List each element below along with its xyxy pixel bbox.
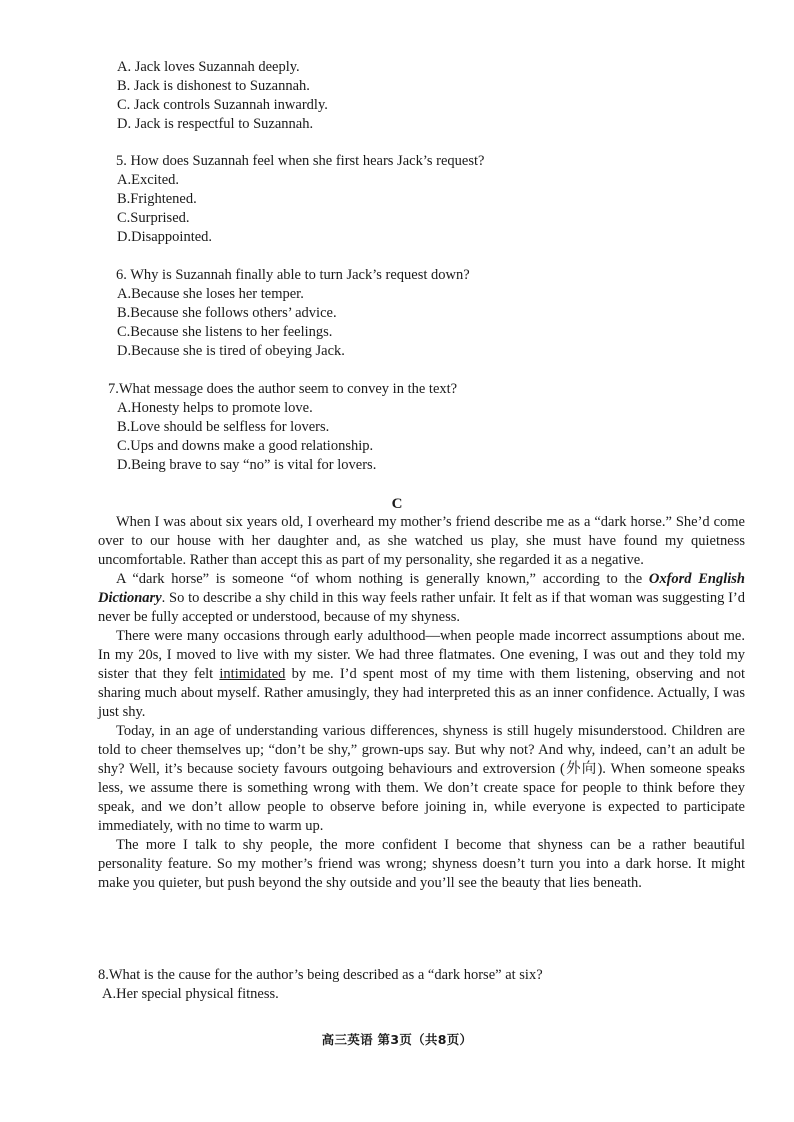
page-footer: 高三英语 第3页（共8页） (321, 1032, 473, 1047)
option-4c: C. Jack controls Suzannah inwardly. (117, 97, 328, 113)
paragraph-3 (98, 627, 745, 722)
option-7b: B.Love should be selfless for lovers. (117, 419, 330, 435)
option-7c: C.Ups and downs make a good relationship. (117, 438, 374, 454)
option-4b: B. Jack is dishonest to Suzannah. (117, 78, 310, 94)
option-6c: C.Because she listens to her feelings. (117, 324, 333, 340)
paragraph-1: When I was about six years old, I overheard my mother’s friend describe me as a “dark horse.” She’d come over to our house with her daughter and, as she watched us play, she must have found my quietness uncomfortable. Rather than accept this as part of my personality, she regarded it as a negative. (98, 514, 745, 568)
paragraph-2 (98, 570, 745, 627)
option-6a: A.Because she loses her temper. (117, 286, 304, 302)
option-6b: B.Because she follows others’ advice. (117, 305, 337, 321)
paragraph-4: Today, in an age of understanding various differences, shyness is still hugely misunderstood. Children are told to cheer themselves up; “don’t be shy,” grown-ups say. But why not? And why, indeed, can’t an adult be shy? Well, it’s because society favours outgoing behaviours and extroversion (外向). When someone speaks less, we assume there is something wrong with them. We don’t create space for people to think before they speak, and we don’t allow people to observe before joining in, while everyone is expected to participate immediately, with no time to warm up. (98, 723, 745, 834)
paragraph-3-text-b: by me. I’d spent most of my time with them listening, observing and not sharing much about myself. Rather amusingly, they had interpreted this as an inner confidence. Actually, I was just shy. (98, 666, 745, 720)
option-4a: A. Jack loves Suzannah deeply. (117, 59, 300, 75)
question-8-stem: 8.What is the cause for the author’s being described as a “dark horse” at six? (98, 967, 543, 983)
question-6-stem: 6. Why is Suzannah finally able to turn Jack’s request down? (116, 267, 470, 283)
question-5-stem: 5. How does Suzannah feel when she first hears Jack’s request? (116, 153, 485, 169)
option-5a: A.Excited. (117, 172, 180, 188)
paragraph-2-text-b: . So to describe a shy child in this way feels rather unfair. It felt as if that woman was suggesting I’d never be fully accepted or understood, because of my shyness. (98, 590, 745, 625)
option-4d: D. Jack is respectful to Suzannah. (117, 116, 314, 132)
question-8 (98, 966, 543, 1004)
question-6 (116, 266, 716, 361)
passage-c (98, 513, 745, 893)
section-c-title: C (391, 496, 403, 512)
option-5d: D.Disappointed. (117, 229, 213, 245)
option-8a: A.Her special physical fitness. (102, 986, 279, 1002)
underlined-word: intimidated (219, 666, 286, 682)
paragraph-2-text-a: A “dark horse” is someone “of whom nothing is generally known,” according to the (116, 571, 649, 587)
option-5b: B.Frightened. (117, 191, 197, 207)
question-7-stem: 7.What message does the author seem to convey in the text? (108, 381, 458, 397)
option-5c: C.Surprised. (117, 210, 190, 226)
question-7 (108, 380, 708, 475)
paragraph-3-text-a: There were many occasions through early adulthood—when people made incorrect assumptions about me. In my 20s, I moved to live with my sister. We had three flatmates. One evening, I was out and they told my sister that they felt (98, 628, 745, 682)
dictionary-title: Oxford English Dictionary (98, 571, 745, 606)
paragraph-5: The more I talk to shy people, the more confident I become that shyness can be a rather beautiful personality feature. So my mother’s friend was wrong; shyness doesn’t turn you into a dark horse. It might make you quieter, but push beyond the shy outside and you’ll see the beauty that lies beneath. (98, 837, 745, 891)
question-4-options (116, 58, 716, 134)
option-6d: D.Because she is tired of obeying Jack. (117, 343, 345, 359)
option-7a: A.Honesty helps to promote love. (117, 400, 313, 416)
question-5 (116, 152, 716, 247)
option-7d: D.Being brave to say “no” is vital for lovers. (117, 457, 377, 473)
